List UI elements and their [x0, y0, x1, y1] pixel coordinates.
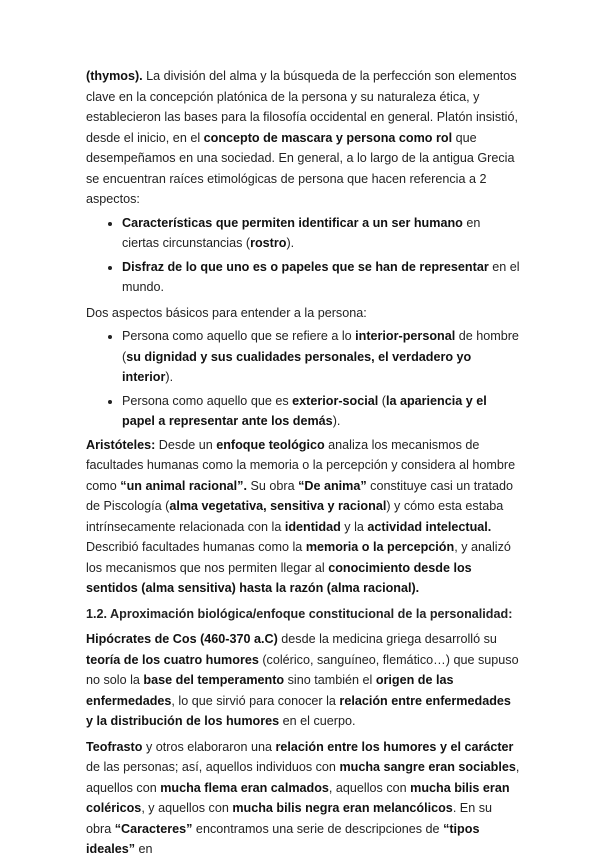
- bold-text: teoría de los cuatro humores: [86, 652, 259, 667]
- text-run: ).: [286, 236, 295, 250]
- text-run: en el cuerpo.: [279, 714, 356, 728]
- text-run: , y analizó los mecanismos que nos permiten llegar al: [86, 540, 511, 575]
- text-run: en ciertas circunstancias (: [122, 215, 481, 250]
- text-run: (: [378, 393, 386, 408]
- text-run: , y aquellos con: [141, 801, 233, 815]
- paragraph-aristoteles: [86, 435, 520, 599]
- text-run: en el mundo.: [122, 259, 520, 294]
- text-run: (colérico, sanguíneo, flemático…) que supuso no solo la: [86, 652, 519, 687]
- text-run: . En su obra: [86, 801, 493, 836]
- bold-text: (thymos).: [86, 69, 143, 83]
- list-item: [122, 213, 520, 254]
- list-item: [122, 391, 520, 432]
- bold-text: interior-personal: [355, 329, 456, 343]
- text-run: ).: [165, 370, 174, 384]
- text-run: analiza los mecanismos de facultades humanas como la memoria o la percepción y considera al hombre como: [86, 437, 516, 493]
- list-item: [122, 257, 520, 298]
- paragraph-teofrasto: [86, 737, 520, 860]
- text-run: y otros elaboraron una: [142, 739, 276, 754]
- text-run: ) y cómo esta estaba intrínsecamente relacionada con la: [86, 499, 504, 534]
- bold-text: base del temperamento: [143, 673, 285, 687]
- text-run: Dos aspectos básicos para entender a la persona:: [86, 305, 367, 320]
- bold-text: conocimiento desde los sentidos (alma sensitiva) hasta la razón (alma racional).: [86, 560, 472, 595]
- document-page: [86, 66, 520, 860]
- bold-text: enfoque teológico: [216, 437, 325, 452]
- text-run: Su obra: [246, 478, 299, 493]
- text-run: Persona como aquello que es: [122, 393, 293, 408]
- bold-text: exterior-social: [292, 393, 379, 408]
- bullet-list-aspects: [86, 326, 520, 432]
- bold-text: actividad intelectual.: [367, 519, 492, 534]
- bold-text: mucha flema eran calmados: [160, 780, 329, 795]
- text-run: desde la medicina griega desarrolló su: [277, 632, 497, 646]
- text-run: de hombre (: [122, 329, 519, 364]
- text-run: Describió facultades humanas como la: [86, 540, 306, 554]
- bold-text: mucha sangre eran sociables: [339, 760, 516, 774]
- paragraph-hipocrates: [86, 629, 520, 732]
- bold-text: mucha bilis negra eran melancólicos: [232, 801, 453, 815]
- bold-text: alma vegetativa, sensitiva y racional: [169, 499, 387, 513]
- bold-text: “un animal racional”.: [120, 478, 247, 493]
- text-run: ).: [332, 414, 341, 428]
- bold-text: “tipos ideales”: [86, 821, 480, 856]
- section-heading: 1.2. Aproximación biológica/enfoque constitucional de la personalidad:: [86, 606, 513, 621]
- text-run: sino también el: [284, 673, 376, 687]
- bold-text: identidad: [284, 519, 341, 534]
- bold-text: Teofrasto: [86, 739, 143, 754]
- text-run: constituye casi un tratado de Piscología (: [86, 478, 513, 513]
- bold-text: Hipócrates de Cos (460-370 a.C): [86, 632, 278, 646]
- bold-text: la apariencia y el papel a representar ante los demás: [122, 393, 487, 428]
- text-run: , aquellos con: [86, 760, 520, 795]
- bold-text: origen de las enfermedades: [86, 673, 454, 708]
- list-item: [122, 326, 520, 388]
- paragraph-aspects-intro: [86, 303, 520, 324]
- text-run: de las personas; así, aquellos individuos con: [86, 760, 340, 774]
- text-run: Persona como aquello que se refiere a lo: [122, 329, 356, 343]
- bold-text: relación entre los humores y el carácter: [275, 739, 514, 754]
- bold-text: relación entre enfermedades y la distribución de los humores: [86, 693, 511, 728]
- bold-text: mucha bilis eran coléricos: [86, 780, 510, 815]
- text-run: encontramos una serie de descripciones de: [192, 821, 444, 836]
- paragraph-platon: [86, 66, 520, 210]
- bullet-list-etymology: [86, 213, 520, 298]
- text-run: que desempeñamos en una sociedad. En general, a lo largo de la antigua Grecia se encuentran raíces etimológicas de persona que hacen referencia a 2 aspectos:: [86, 130, 515, 206]
- bold-text: Aristóteles:: [86, 437, 156, 452]
- bold-text: rostro: [250, 236, 287, 250]
- bold-text: concepto de mascara y persona como rol: [203, 130, 453, 145]
- text-run: , aquellos con: [328, 780, 411, 795]
- text-run: Desde un: [155, 437, 217, 452]
- bold-text: Disfraz de lo que uno es o papeles que se han de representar: [122, 259, 489, 274]
- text-run: La división del alma y la búsqueda de la perfección son elementos clave en la concepción platónica de la persona y su naturaleza ética, y establecieron las bases para la filosofía occidental en general. Platón insistió, desde el inicio, en el: [86, 69, 518, 145]
- text-run: en: [135, 842, 153, 856]
- bold-text: memoria o la percepción: [305, 540, 455, 554]
- bold-text: “De anima”: [298, 478, 367, 493]
- bold-text: su dignidad y sus cualidades personales, el verdadero yo interior: [122, 349, 472, 384]
- bold-text: Características que permiten identificar a un ser humano: [122, 215, 463, 230]
- text-run: , lo que sirvió para conocer la: [171, 693, 340, 708]
- text-run: y la: [340, 519, 368, 534]
- bold-text: “Caracteres”: [114, 821, 193, 836]
